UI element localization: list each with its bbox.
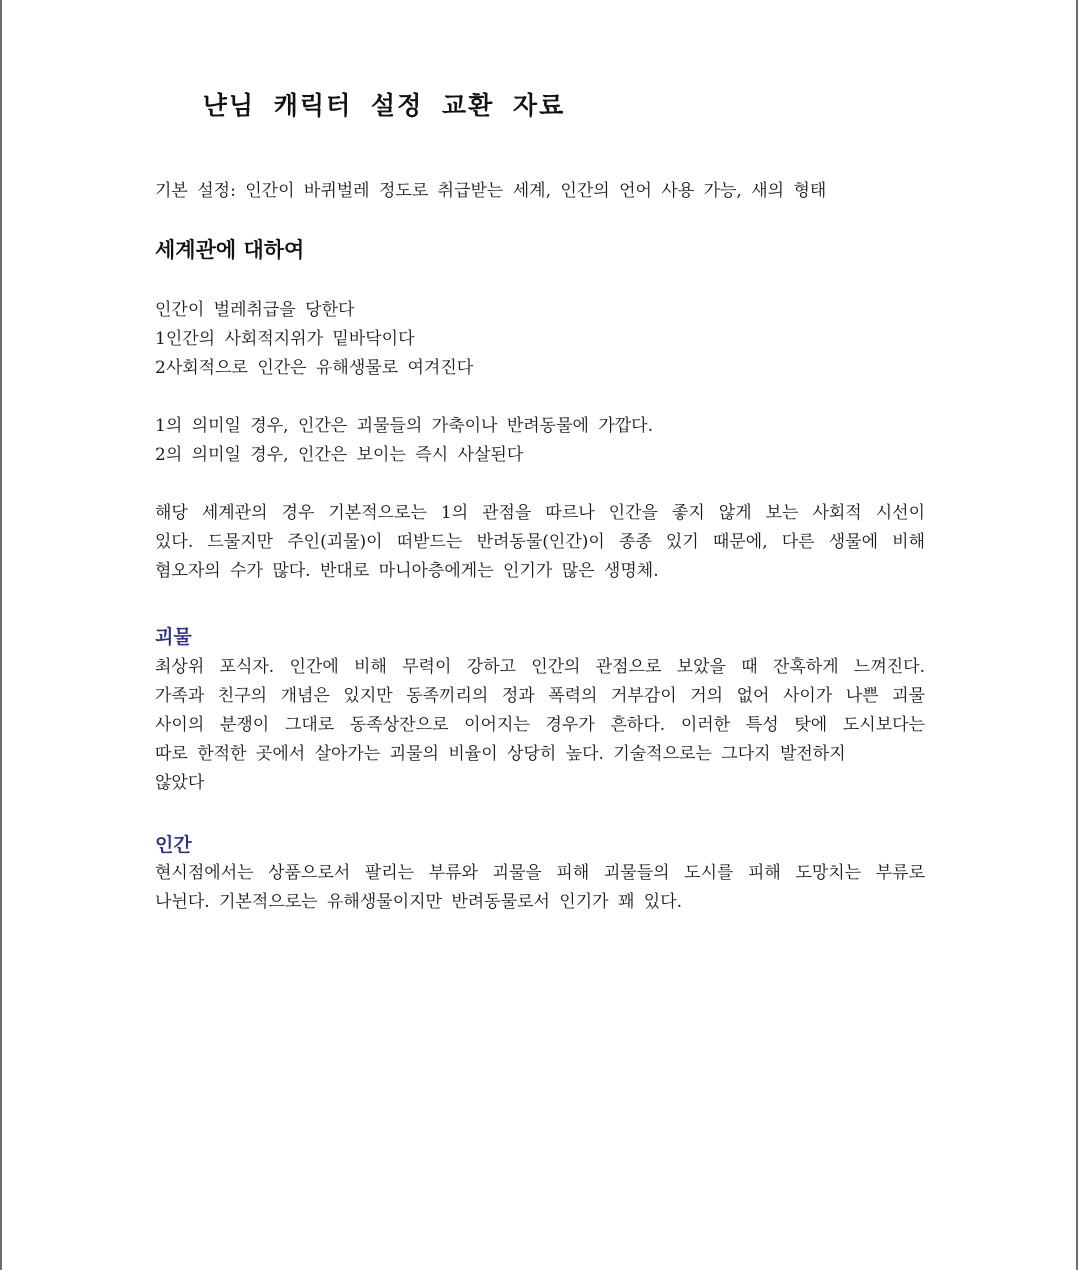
- worldview-intro-line: 2사회적으로 인간은 유해생물로 여겨진다: [155, 358, 474, 378]
- worldview-intro-line: 1인간의 사회적지위가 밑바닥이다: [155, 329, 415, 349]
- monster-line: 따로 한적한 곳에서 살아가는 괴물의 비율이 상당히 높다. 기술적으로는 그다지 발전하지: [155, 744, 846, 764]
- human-section: [155, 859, 925, 917]
- worldview-meaning-line: 1의 의미일 경우, 인간은 괴물들의 가축이나 반려동물에 가깝다.: [155, 416, 653, 436]
- worldview-detail-line: 혐오자의 수가 많다. 반대로 마니아층에게는 인기가 많은 생명체.: [155, 561, 659, 581]
- monster-line: 사이의 분쟁이 그대로 동족상잔으로 이어지는 경우가 흔하다. 이러한 특성 탓에 도시보다는: [155, 715, 925, 735]
- worldview-detail: [155, 499, 925, 586]
- monster-line: 가족과 친구의 개념은 있지만 동족끼리의 정과 폭력의 거부감이 거의 없어 사이가 나쁜 괴물: [155, 686, 925, 706]
- basic-setting: 기본 설정: 인간이 바퀴벌레 정도로 취급받는 세계, 인간의 언어 사용 가능, 새의 형태: [155, 181, 827, 201]
- page-left-border: [0, 0, 2, 1270]
- monster-section: [155, 653, 925, 798]
- monster-line: 않았다: [155, 773, 205, 793]
- worldview-heading: 세계관에 대하여: [155, 238, 305, 262]
- document-title: 냔님 캐릭터 설정 교환 자료: [202, 91, 566, 120]
- human-heading: 인간: [155, 834, 192, 856]
- monster-heading: 괴물: [155, 626, 192, 648]
- worldview-intro-line: 인간이 벌레취급을 당한다: [155, 300, 355, 320]
- worldview-detail-line: 있다. 드물지만 주인(괴물)이 떠받드는 반려동물(인간)이 종종 있기 때문에, 다른 생물에 비해: [155, 532, 925, 552]
- worldview-meaning-line: 2의 의미일 경우, 인간은 보이는 즉시 사살된다: [155, 445, 524, 465]
- human-line: 현시점에서는 상품으로서 팔리는 부류와 괴물을 피해 괴물들의 도시를 피해 도망치는 부류로: [155, 863, 925, 883]
- worldview-detail-line: 해당 세계관의 경우 기본적으로는 1의 관점을 따르나 인간을 좋지 않게 보는 사회적 시선이: [155, 503, 925, 523]
- monster-line: 최상위 포식자. 인간에 비해 무력이 강하고 인간의 관점으로 보았을 때 잔혹하게 느껴진다.: [155, 657, 925, 677]
- worldview-intro: [155, 296, 925, 383]
- worldview-meaning: [155, 412, 925, 470]
- human-line: 나뉜다. 기본적으로는 유해생물이지만 반려동물로서 인기가 꽤 있다.: [155, 892, 683, 912]
